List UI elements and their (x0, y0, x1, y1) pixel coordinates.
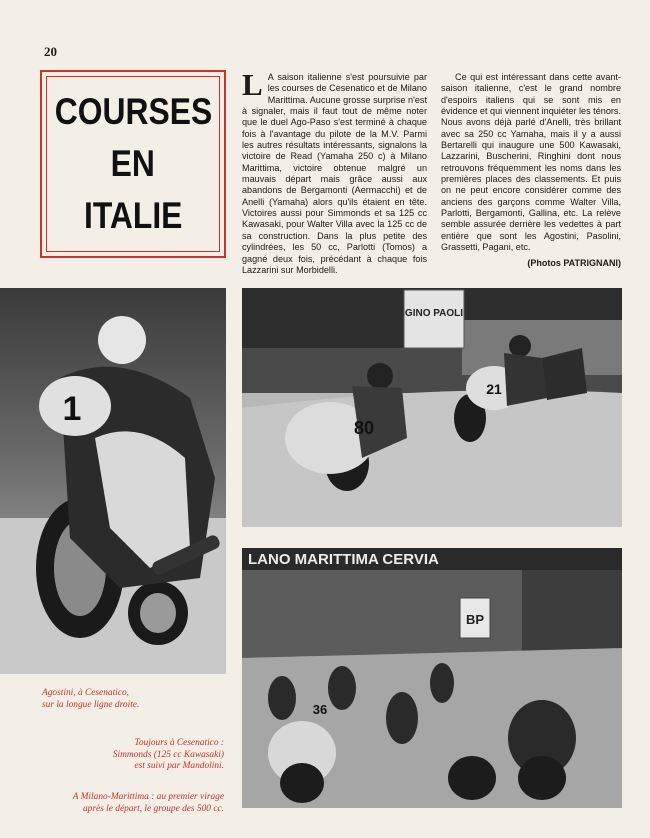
title-box (40, 70, 226, 258)
article-column-1 (242, 67, 427, 276)
sign-gino-paoli: GINO PAOLI (404, 308, 464, 319)
caption-simmonds-line-1: Toujours à Cesenatico : (134, 738, 224, 748)
article-column-2: Ce qui est intéressant dans cette avant-saison italienne, c'est le grand nombre d'espoirs italiens qui se sont mis en évidence et qui viennent inquiéter les ténors. Nous avons déjà parlé d'Anelli, très brillant avec sa 250 cc Yamaha, mais il y a aussi Bertarelli qui inaugure une 500 Kawasaki, Lazzarini, Buscherini, Ringhini dont nous retrouvons fréquemment les noms dans les premières places des classements. Et puis on ne peut encore considérer comme des anciens des garçons comme Walter Villa, Parlotti, Bergamonti, Gallina, etc. La relève semble assurée derrière les vedettes à part entière que sont les Agostini, Pasolini, Grassetti, Pagani, etc. (441, 72, 621, 253)
title-line-3: ITALIE (83, 195, 183, 236)
caption-milano-line-1: A Milano-Marittima : au premier virage (72, 792, 224, 802)
page-number: 20 (44, 44, 57, 59)
photo-credit: (Photos PATRIGNANI) (527, 258, 621, 268)
photo-agostini (0, 288, 226, 674)
title-line-1: COURSES (54, 91, 212, 132)
rider-number-1: 1 (62, 390, 82, 428)
caption-agostini (42, 688, 266, 711)
caption-milano (0, 792, 224, 815)
title-line-2: EN (110, 143, 156, 184)
title-frame (46, 76, 220, 252)
caption-simmonds-line-2: Simmonds (125 cc Kawasaki) (112, 749, 224, 760)
article-text-1: A saison italienne s'est poursuivie par les courses de Cesenatico et de Milano Marittima. Aucune grosse surprise n'est à signaler, mais il faut tout de même noter que le duel Ago-Paso s'est terminé à chaque fois à l'avantage du pilote de la M.V. Parmi les autres résultats intéressants, signalons la victoire de Read (Yamaha 250 c) à Milano Marittima, victoire obtenue malgré un mauvais départ mais grâce aussi aux abandons de Bergamonti (Aermacchi) et de Anelli (Yamaha) alors qu'ils étaient en tête. Victoires aussi pour Simmonds et sa 125 cc Kawasaki, pour Walter Villa avec la 125 cc de sa construction. Dans la plus petite des cylindrées, les 50 cc, Parlotti (Tomos) a gagné deux fois, précédant à chaque fois Lazzarini sur Morbidelli. (242, 72, 427, 275)
banner-milano-marittima: LANO MARITTIMA CERVIA (248, 551, 439, 568)
photo-simmonds (242, 288, 622, 527)
rider-number-80: 80 (353, 418, 375, 438)
sign-bp: BP (465, 612, 485, 627)
rider-number-36: 36 (312, 702, 328, 717)
rider-number-21: 21 (486, 381, 502, 397)
caption-agostini-line-2: sur la longue ligne droite. (42, 699, 140, 710)
drop-cap: L (242, 67, 263, 102)
caption-simmonds-line-3: est suivi par Mandolini. (134, 761, 224, 771)
caption-agostini-line-1: Agostini, à Cesenatico, (42, 688, 129, 698)
photo-milano-marittima (242, 548, 622, 808)
caption-milano-line-2: après le départ, le groupe des 500 cc. (82, 803, 224, 814)
caption-simmonds (0, 738, 224, 773)
